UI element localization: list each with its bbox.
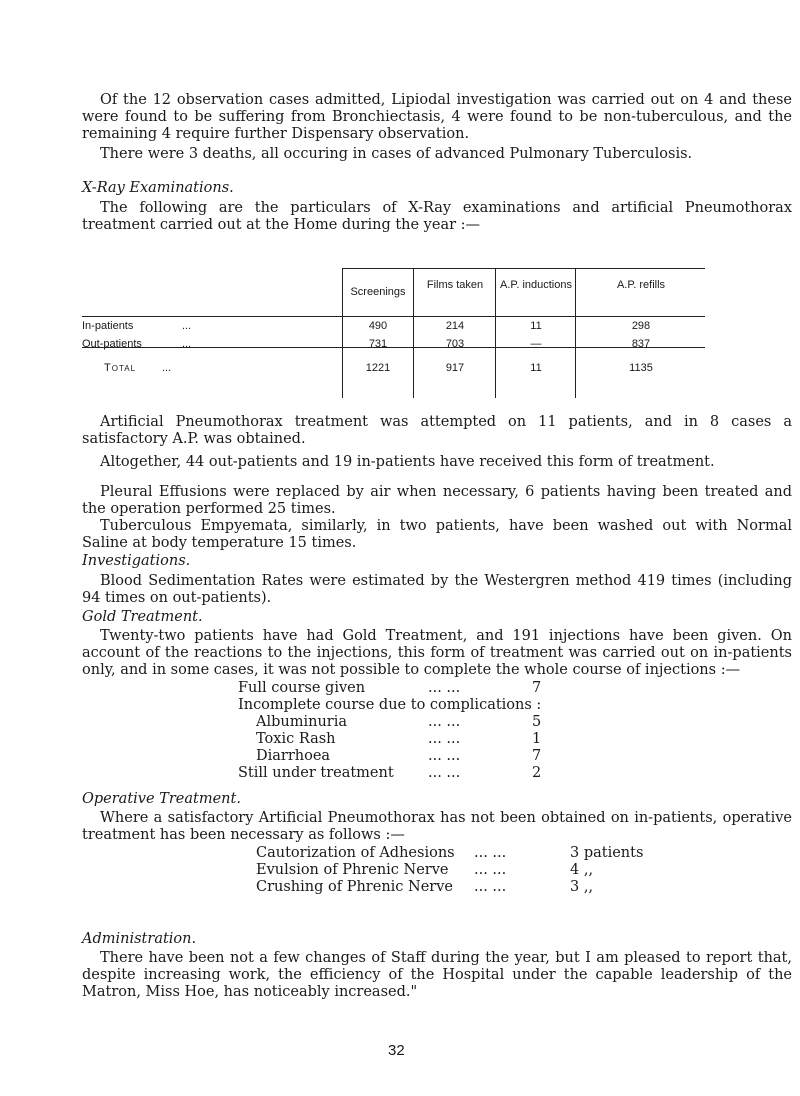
row-dots: ...: [182, 338, 192, 350]
list-item-label: Evulsion of Phrenic Nerve: [256, 862, 449, 878]
page-number: 32: [388, 1042, 405, 1059]
table-top-rule: [342, 268, 705, 269]
header-ap-inductions: A.P. inductions: [500, 279, 572, 291]
heading-operative-treatment: Operative Treatment.: [82, 791, 241, 807]
list-item: [238, 748, 598, 765]
cell-value: 837: [631, 338, 651, 350]
list-item-label: Albuminuria: [256, 714, 348, 730]
heading-investigations: Investigations.: [82, 553, 191, 569]
gold-treatment-list: [238, 680, 598, 782]
paragraph-text: Pleural Effusions were replaced by air when necessary, 6 patients having been treated and the operation performed 25 times.: [82, 484, 792, 517]
header-films-taken: Films taken: [426, 279, 484, 291]
list-item-label: Full course given: [238, 680, 366, 696]
operative-treatment-list: [256, 845, 676, 896]
paragraph-deaths: [82, 146, 792, 163]
list-item: [238, 731, 598, 748]
cell-value: 1135: [629, 362, 653, 374]
list-item-label: Diarrhoea: [256, 748, 331, 764]
paragraph-text: The following are the particulars of X-Ray examinations and artificial Pneumothorax treatment carried out at the Home during the year :—: [82, 200, 792, 233]
paragraph-text: Altogether, 44 out-patients and 19 in-patients have received this form of treatment.: [100, 454, 715, 470]
xray-table: [82, 268, 712, 398]
list-item: [256, 862, 676, 879]
paragraph-pleural: [82, 484, 792, 518]
table-header-rule: [82, 316, 705, 317]
row-label: In-patients: [82, 320, 134, 332]
paragraph-text: Artificial Pneumothorax treatment was attempted on 11 patients, and in 8 cases a satisfactory A.P. was obtained.: [82, 414, 792, 447]
paragraph-text: Twenty-two patients have had Gold Treatment, and 191 injections have been given. On account of the reactions to the injections, this form of treatment was carried out on in-patients only, and in some cases, it was not possible to complete the whole course of injections :—: [82, 628, 792, 678]
list-item-value: 5: [532, 714, 542, 730]
list-item-value: 3 patients: [570, 845, 644, 861]
cell-value: 298: [631, 320, 651, 332]
list-item-dots: ... ...: [474, 862, 507, 878]
list-item-value: 1: [532, 731, 542, 747]
list-item-value: 7: [532, 748, 542, 764]
list-item-label: Toxic Rash: [256, 731, 336, 747]
list-item-dots: ... ...: [474, 879, 507, 895]
paragraph-observation-cases: [82, 92, 792, 143]
cell-value: —: [530, 338, 542, 350]
paragraph-text: Tuberculous Empyemata, similarly, in two patients, have been washed out with Normal Saline at body temperature 15 times.: [82, 518, 792, 551]
header-ap-refills: A.P. refills: [616, 279, 666, 291]
list-item-dots: ... ...: [428, 765, 461, 781]
list-item-label: Still under treatment: [238, 765, 394, 781]
paragraph-text: Where a satisfactory Artificial Pneumothorax has not been obtained on in-patients, operative treatment has been necessary as follows :—: [82, 810, 792, 843]
paragraph-operative-treatment: [82, 810, 792, 844]
paragraph-text: There have been not a few changes of Staff during the year, but I am pleased to report that, despite increasing work, the efficiency of the Hospital under the capable leadership of the Matron, Miss Hoe, has noticeably increased.": [82, 950, 792, 1000]
cell-value: 703: [445, 338, 465, 350]
row-label: Out-patients: [82, 338, 142, 350]
cell-value: 214: [445, 320, 465, 332]
list-item-label: Crushing of Phrenic Nerve: [256, 879, 454, 895]
row-dots: ...: [182, 320, 192, 332]
list-item-dots: ... ...: [428, 731, 461, 747]
list-item: [238, 697, 598, 714]
cell-value: 11: [530, 320, 542, 332]
list-item: [238, 765, 598, 782]
list-item-label: Cautorization of Adhesions: [256, 845, 455, 861]
cell-value: 917: [445, 362, 465, 374]
list-item: [238, 680, 598, 697]
cell-value: 11: [530, 362, 542, 374]
list-item-dots: ... ...: [428, 748, 461, 764]
heading-xray: X-Ray Examinations.: [82, 180, 234, 196]
paragraph-gold-treatment: [82, 628, 792, 679]
paragraph-altogether: [82, 454, 792, 471]
header-screenings: Screenings: [350, 286, 406, 298]
list-item-label: Incomplete course due to complications :: [238, 697, 542, 713]
paragraph-empyemata: [82, 518, 792, 552]
paragraph-text: Of the 12 observation cases admitted, Lipiodal investigation was carried out on 4 and these were found to be suffering from Bronchiectasis, 4 were found to be non-tuberculous, and the remaining 4 require further Dispensary observation.: [82, 92, 792, 142]
paragraph-text: There were 3 deaths, all occuring in cases of advanced Pulmonary Tuberculosis.: [100, 146, 693, 162]
paragraph-text: Blood Sedimentation Rates were estimated by the Westergren method 419 times (including 94 times on out-patients).: [82, 573, 792, 606]
row-dots: ...: [162, 362, 172, 374]
paragraph-ap-treatment: [82, 414, 792, 448]
list-item-dots: ... ...: [474, 845, 507, 861]
list-item: [256, 879, 676, 896]
list-item-dots: ... ...: [428, 680, 461, 696]
paragraph-administration: [82, 950, 792, 1001]
list-item-value: 4 ,,: [570, 862, 594, 878]
list-item: [256, 845, 676, 862]
paragraph-blood-sedimentation: [82, 573, 792, 607]
heading-administration: Administration.: [82, 931, 197, 947]
cell-value: 731: [368, 338, 388, 350]
paragraph-xray-intro: [82, 200, 792, 234]
list-item-value: 7: [532, 680, 542, 696]
cell-value: 1221: [365, 362, 391, 374]
cell-value: 490: [368, 320, 388, 332]
list-item: [238, 714, 598, 731]
heading-gold-treatment: Gold Treatment.: [82, 609, 203, 625]
list-item-value: 3 ,,: [570, 879, 594, 895]
total-label: Total: [104, 362, 137, 374]
list-item-dots: ... ...: [428, 714, 461, 730]
list-item-value: 2: [532, 765, 542, 781]
